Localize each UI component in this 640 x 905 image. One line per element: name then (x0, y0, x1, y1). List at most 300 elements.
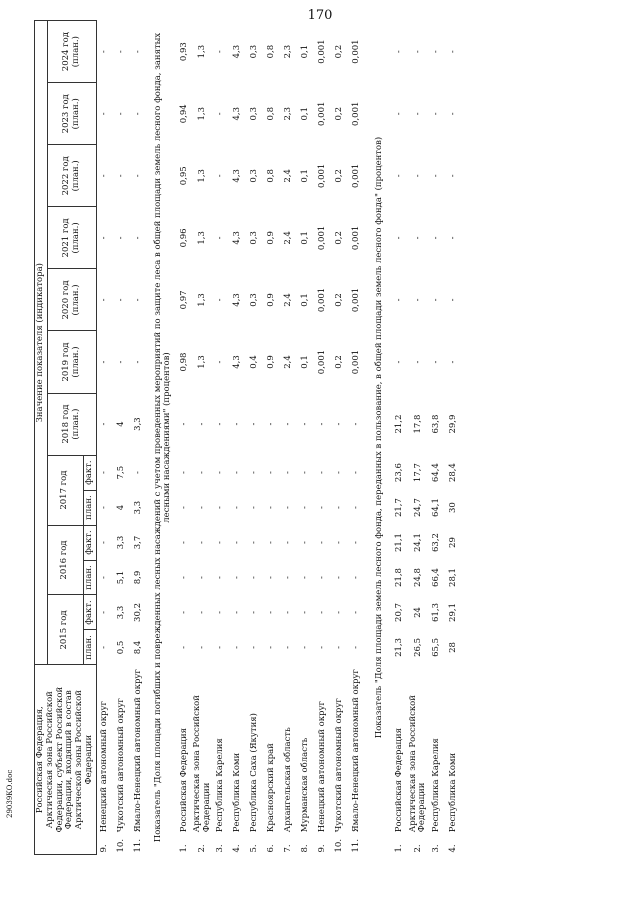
value-cell: - (283, 646, 294, 649)
value-cell: - (197, 576, 207, 579)
row-number: 4. (232, 844, 243, 853)
value-cell: 28,4 (447, 463, 458, 483)
value-cell: 0,001 (351, 101, 362, 126)
table-row (230, 21, 247, 855)
value-cell: - (334, 506, 345, 509)
table-body (96, 21, 462, 855)
region-name: Республика Коми (232, 752, 243, 833)
region-name: Ненецкий автономный округ (317, 701, 328, 833)
table-row (131, 21, 148, 855)
value-cell: - (197, 611, 207, 614)
value-cell: - (317, 646, 328, 649)
region-name: Республика Карелия (215, 738, 226, 833)
region-name: Республика Коми (447, 752, 458, 833)
row-number: 4. (447, 844, 458, 853)
value-cell: - (430, 50, 441, 54)
value-cell: 0,8 (266, 169, 277, 183)
value-cell: 0,2 (334, 107, 345, 121)
value-cell: 63,8 (430, 414, 441, 434)
table-row (247, 21, 264, 855)
value-cell: - (249, 646, 260, 649)
row-number: 11. (351, 838, 362, 853)
value-cell: - (334, 646, 345, 649)
value-cell: - (249, 611, 260, 614)
value-cell: 63,2 (430, 533, 441, 552)
value-cell: - (351, 611, 362, 614)
value-cell: 61,3 (430, 603, 441, 622)
value-cell: - (215, 422, 226, 426)
region-name: Российская Федерация (394, 727, 405, 833)
value-cell: - (300, 422, 311, 426)
value-cell: - (447, 174, 458, 178)
year-2021-header: 2021 год (план.) (47, 207, 96, 269)
value-cell: 1,3 (197, 355, 207, 369)
value-cell: - (447, 236, 458, 240)
value-cell: 0,2 (334, 169, 345, 183)
region-name: Республика Саха (Якутия) (249, 713, 260, 833)
table-row (392, 21, 409, 855)
table-row (114, 21, 131, 855)
value-cell: - (99, 236, 110, 240)
value-cell: 3,3 (116, 605, 127, 620)
fact-subheader: факт. (83, 595, 96, 630)
value-cell: - (412, 50, 423, 54)
row-number: 6. (266, 844, 277, 853)
value-cell: 23,6 (394, 463, 405, 483)
value-cell: 24,1 (412, 533, 423, 552)
value-cell: - (99, 112, 110, 116)
value-cell: 0,2 (334, 293, 345, 307)
row-number: 1. (394, 844, 405, 853)
value-cell: 0,94 (178, 104, 189, 124)
value-cell: 17,7 (412, 463, 423, 483)
year-2023-header: 2023 год (план.) (47, 83, 96, 145)
value-cell: 2,4 (283, 231, 294, 245)
value-cell: - (116, 112, 127, 116)
value-cell: - (215, 611, 226, 614)
row-number: 8. (300, 844, 311, 853)
value-cell: 3,7 (133, 535, 144, 550)
row-number: 11. (133, 838, 144, 853)
value-cell: 0,3 (249, 293, 260, 307)
region-name: Мурманская область (300, 737, 311, 833)
value-cell: - (266, 506, 277, 509)
value-cell: 24 (412, 607, 423, 618)
value-cell: - (232, 541, 243, 544)
value-cell: - (300, 611, 311, 614)
value-cell: - (232, 506, 243, 509)
value-cell: 0,1 (300, 169, 311, 183)
year-2020-header: 2020 год (план.) (47, 269, 96, 331)
value-cell: 2,3 (283, 107, 294, 121)
value-cell: - (197, 506, 207, 509)
value-cell: 24,7 (412, 498, 423, 518)
value-cell: 2,3 (283, 44, 294, 59)
value-cell: - (249, 471, 260, 475)
value-cell: - (99, 611, 110, 614)
value-cell: 24,8 (412, 568, 423, 587)
value-cell: - (215, 112, 226, 116)
value-cell: - (300, 576, 311, 579)
value-cell: 64,1 (430, 498, 441, 518)
value-cell: - (447, 298, 458, 302)
rotated-table-page (34, 20, 614, 855)
value-cell: - (317, 471, 328, 475)
year-2018-header: 2018 год (план.) (47, 393, 96, 455)
value-cell: - (232, 646, 243, 649)
value-cell: 29,9 (447, 414, 458, 434)
plan-subheader: план. (83, 560, 96, 595)
value-cell: - (430, 112, 441, 116)
value-cell: 30,2 (133, 603, 144, 622)
value-cell: 0,2 (334, 355, 345, 369)
region-name: Красноярский край (266, 743, 277, 833)
value-cell: - (351, 506, 362, 509)
value-cell: - (447, 360, 458, 364)
value-cell: 66,4 (430, 568, 441, 587)
value-cell: - (394, 50, 405, 54)
value-cell: - (178, 611, 189, 614)
value-cell: 0,97 (178, 290, 189, 310)
table-row (349, 21, 366, 855)
region-name: Архангельская область (283, 727, 294, 833)
value-cell: 30 (447, 502, 458, 513)
value-cell: - (300, 646, 311, 649)
table-row (281, 21, 298, 855)
value-cell: 17,8 (412, 414, 423, 434)
value-cell: 0,8 (266, 44, 277, 59)
value-cell: - (99, 576, 110, 579)
value-cell: - (334, 471, 345, 475)
value-cell: 0,001 (317, 287, 328, 313)
value-cell: 28,1 (447, 568, 458, 587)
value-cell: - (412, 236, 423, 240)
region-name: Российская Федерация (178, 727, 189, 833)
value-cell: - (215, 298, 226, 302)
table-row (213, 21, 230, 855)
value-cell: - (116, 236, 127, 240)
row-number: 9. (317, 844, 328, 853)
value-cell: 8,4 (133, 640, 144, 655)
value-cell: 0,5 (116, 640, 127, 655)
year-2019-header: 2019 год (план.) (47, 331, 96, 393)
year-2016-header: 2016 год (47, 525, 83, 595)
value-cell: - (133, 50, 144, 54)
value-cell: 29,1 (447, 603, 458, 622)
row-number: 3. (215, 844, 226, 853)
value-cell: 3,3 (133, 500, 144, 515)
value-cell: 29 (447, 537, 458, 548)
value-cell: - (232, 611, 243, 614)
value-cell: - (99, 360, 110, 364)
value-cell: - (351, 646, 362, 649)
region-name: Арктическая зона Российской Федерации (192, 695, 212, 833)
value-cell: - (178, 506, 189, 509)
value-cell: - (215, 360, 226, 364)
value-cell: 4,3 (232, 44, 243, 59)
value-cell: 0,001 (317, 101, 328, 126)
value-cell: 21,7 (394, 498, 405, 518)
row-number: 7. (283, 844, 294, 853)
value-cell: - (116, 174, 127, 178)
value-cell: - (447, 112, 458, 116)
value-cell: - (197, 471, 207, 475)
row-number: 2. (197, 844, 207, 853)
value-cell: - (215, 576, 226, 579)
value-cell: - (266, 646, 277, 649)
table-row (264, 21, 281, 855)
value-cell: 0,001 (317, 163, 328, 188)
value-cell: 3,3 (133, 417, 144, 431)
value-cell: 4,3 (232, 293, 243, 307)
value-cell: - (430, 298, 441, 302)
value-cell: 0,001 (351, 163, 362, 188)
value-cell: - (266, 541, 277, 544)
value-cell: - (232, 576, 243, 579)
region-name: Республика Карелия (430, 738, 441, 833)
value-cell: - (351, 576, 362, 579)
value-cell: 0,3 (249, 44, 260, 59)
value-cell: 65,5 (430, 637, 441, 657)
value-cell: - (412, 360, 423, 364)
value-cell: 0,1 (300, 293, 311, 307)
value-cell: 0,3 (249, 107, 260, 121)
value-cell: - (133, 360, 144, 364)
table-row (96, 21, 114, 855)
row-number: 1. (178, 844, 189, 853)
value-cell: 2,4 (283, 169, 294, 183)
year-2022-header: 2022 год (план.) (47, 145, 96, 207)
value-cell: 0,9 (266, 293, 277, 307)
value-cell: 1,3 (197, 293, 207, 307)
value-cell: - (351, 471, 362, 475)
table-row (445, 21, 462, 855)
value-cell: - (215, 50, 226, 54)
region-header-text: Арктическая зона Российской Федерации, субъект Российской Федерации, входящий в состав Арктической зоны Российской Федерации (44, 686, 94, 833)
table-row (176, 21, 193, 855)
value-cell: 8,9 (133, 570, 144, 585)
value-cell: 0,3 (249, 169, 260, 183)
value-cell: 21,1 (394, 533, 405, 552)
value-cell: 0,1 (300, 231, 311, 245)
value-cell: - (133, 298, 144, 302)
value-cell: - (99, 541, 110, 544)
value-cell: - (178, 471, 189, 475)
value-cell: - (317, 422, 328, 426)
year-2024-header: 2024 год (план.) (47, 21, 96, 83)
value-cell: - (334, 611, 345, 614)
value-cell: - (334, 422, 345, 426)
value-cell: - (283, 422, 294, 426)
value-cell: - (197, 646, 207, 649)
value-cell: - (249, 422, 260, 426)
row-number: 3. (430, 844, 441, 853)
value-cell: - (317, 611, 328, 614)
value-cell: - (394, 174, 405, 178)
value-cell: - (178, 422, 189, 426)
value-cell: 0,96 (178, 228, 189, 248)
value-cell: - (99, 646, 110, 649)
value-cell: 2,4 (283, 293, 294, 307)
value-cell: 0,001 (351, 225, 362, 251)
value-cell: 0,4 (249, 355, 260, 369)
value-cell: - (430, 174, 441, 178)
value-cell: - (317, 576, 328, 579)
value-cell: - (283, 611, 294, 614)
table-row (193, 21, 213, 855)
value-cell: - (394, 360, 405, 364)
value-cell: - (266, 471, 277, 475)
value-cell: - (232, 471, 243, 475)
value-cell: 1,3 (197, 44, 207, 59)
value-cell: 4,3 (232, 231, 243, 245)
table-row (315, 21, 332, 855)
value-cell: 0,98 (178, 352, 189, 372)
value-cell: - (133, 471, 144, 475)
value-cell: 0,9 (266, 231, 277, 245)
value-cell: - (317, 506, 328, 509)
value-cell: - (116, 50, 127, 54)
section-title-row (366, 21, 392, 855)
value-cell: 0,001 (351, 349, 362, 375)
value-cell: - (317, 541, 328, 544)
value-cell: - (283, 576, 294, 579)
value-cell: 2,4 (283, 355, 294, 369)
value-cell: 0,3 (249, 231, 260, 245)
value-cell: 20,7 (394, 603, 405, 622)
value-cell: - (394, 298, 405, 302)
value-cell: - (215, 541, 226, 544)
plan-subheader: план. (83, 490, 96, 525)
value-cell: 0,001 (317, 39, 328, 64)
section-title: Показатель "Доля площади земель лесного фонда, переданных в пользование, в общей площади земель лесного фонда" (процентов) (374, 136, 385, 739)
value-cell: - (249, 541, 260, 544)
value-cell: 0,1 (300, 44, 311, 59)
value-cell: - (249, 506, 260, 509)
value-cell: 1,3 (197, 107, 207, 121)
value-cell: - (334, 576, 345, 579)
value-cell: 0,8 (266, 107, 277, 121)
value-cell: - (215, 646, 226, 649)
value-cell: 1,3 (197, 169, 207, 183)
value-cell: - (99, 174, 110, 178)
value-cell: - (351, 422, 362, 426)
value-cell: 0,2 (334, 231, 345, 245)
value-cell: - (178, 541, 189, 544)
value-cell: 4 (116, 421, 127, 427)
value-cell: 4,3 (232, 169, 243, 183)
value-cell: - (215, 471, 226, 475)
value-cell: 5,1 (116, 570, 127, 585)
plan-subheader: план. (83, 630, 96, 665)
table-row (298, 21, 315, 855)
row-number: 5. (249, 844, 260, 853)
region-name: Ямало-Ненецкий автономный округ (351, 669, 362, 833)
value-cell: 7,5 (116, 465, 127, 480)
value-cell: - (266, 611, 277, 614)
region-column-header (35, 665, 97, 855)
value-cell: 0,2 (334, 44, 345, 59)
value-cell: - (99, 471, 110, 475)
table-header (35, 21, 97, 855)
value-cell: 0,1 (300, 355, 311, 369)
value-cell: 0,001 (351, 287, 362, 313)
table-row (428, 21, 445, 855)
value-cell: - (300, 471, 311, 475)
value-cell: - (283, 471, 294, 475)
value-cell: 0,93 (178, 42, 189, 62)
value-cell: - (197, 541, 207, 544)
page-number: 170 (307, 8, 333, 23)
fact-subheader: факт. (83, 455, 96, 490)
value-cell: - (412, 298, 423, 302)
year-2015-header: 2015 год (47, 595, 83, 665)
value-cell: - (116, 360, 127, 364)
region-name: Чукотский автономный округ (334, 698, 345, 833)
document-code: 29039КО.doc (6, 769, 14, 818)
value-cell: 0,001 (317, 225, 328, 251)
row-number: 9. (99, 844, 110, 853)
value-cell: - (232, 422, 243, 426)
value-cell: - (215, 236, 226, 240)
value-cell: - (197, 422, 207, 426)
indicator-value-header: Значение показателя (индикатора) (35, 21, 48, 665)
year-2017-header: 2017 год (47, 455, 83, 525)
value-cell: - (133, 112, 144, 116)
value-cell: - (394, 112, 405, 116)
value-cell: - (116, 298, 127, 302)
value-cell: - (394, 236, 405, 240)
table-row (332, 21, 349, 855)
region-name: Чукотский автономный округ (116, 698, 127, 833)
region-name: Арктическая зона Российской Федерации (407, 695, 428, 833)
region-name: Ямало-Ненецкий автономный округ (133, 669, 144, 833)
value-cell: - (133, 174, 144, 178)
section-title-row (148, 21, 177, 855)
value-cell: - (133, 236, 144, 240)
value-cell: 0,9 (266, 355, 277, 369)
value-cell: - (178, 646, 189, 649)
value-cell: - (266, 576, 277, 579)
fact-subheader: факт. (83, 525, 96, 560)
value-cell: 4,3 (232, 107, 243, 121)
value-cell: 26,5 (412, 637, 423, 657)
value-cell: - (266, 422, 277, 426)
row-number: 2. (412, 844, 423, 853)
value-cell: - (334, 541, 345, 544)
value-cell: 3,3 (116, 535, 127, 550)
value-cell: - (351, 541, 362, 544)
value-cell: - (99, 506, 110, 509)
value-cell: - (430, 360, 441, 364)
row-number: 10. (116, 838, 127, 853)
value-cell: 21,2 (394, 414, 405, 434)
value-cell: - (283, 541, 294, 544)
value-cell: - (447, 50, 458, 54)
value-cell: 4 (116, 504, 127, 511)
value-cell: - (99, 422, 110, 426)
indicator-table (34, 20, 462, 855)
value-cell: - (283, 506, 294, 509)
value-cell: 0,001 (317, 349, 328, 375)
value-cell: - (430, 236, 441, 240)
value-cell: - (412, 174, 423, 178)
region-name: Ненецкий автономный округ (99, 701, 110, 833)
value-cell: 64,4 (430, 463, 441, 483)
value-cell: 0,001 (351, 39, 362, 64)
value-cell: - (412, 112, 423, 116)
value-cell: 1,3 (197, 231, 207, 245)
